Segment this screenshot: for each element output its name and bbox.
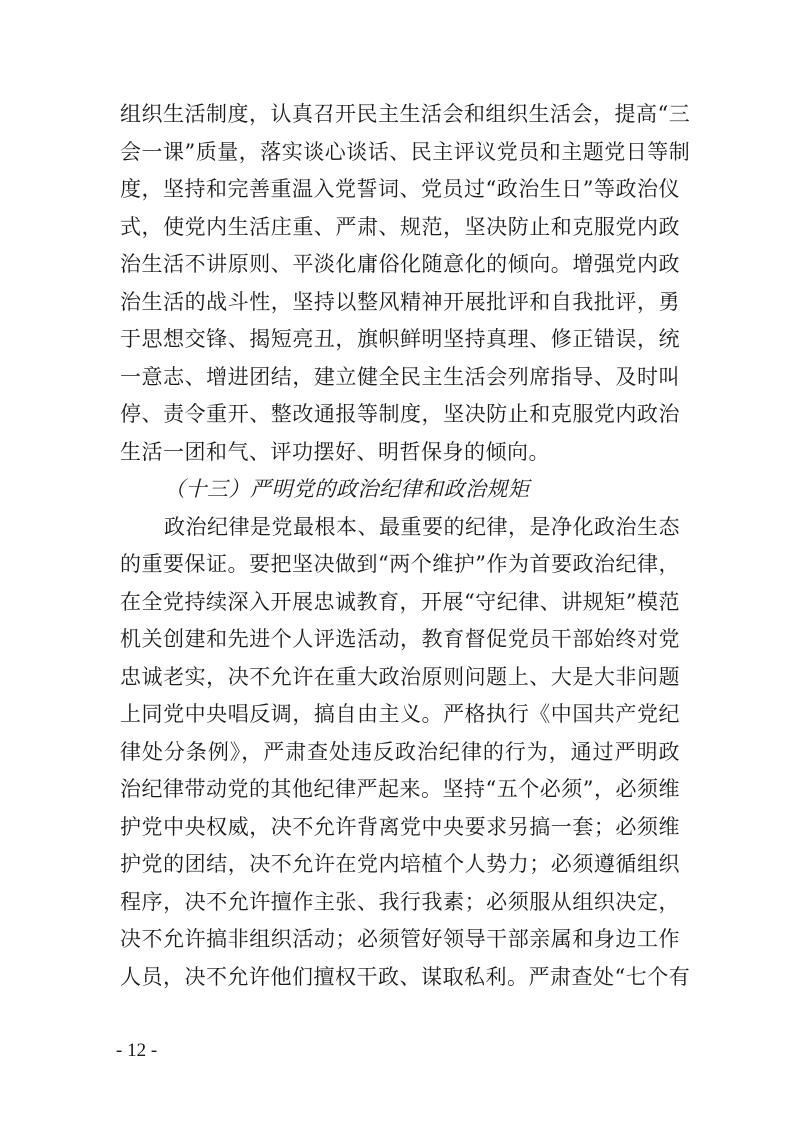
document-body xyxy=(120,96,691,996)
paragraph-line: 护党中央权威，决不允许背离党中央要求另搞一套；必须维 xyxy=(120,814,680,839)
paragraph-line: 一意志、增进团结，建立健全民主生活会列席指导、及时叫 xyxy=(120,364,680,389)
paragraph-line: 生活一团和气、评功摆好、明哲保身的倾向。 xyxy=(120,439,550,464)
paragraph-line: 治生活不讲原则、平淡化庸俗化随意化的倾向。增强党内政 xyxy=(120,252,680,276)
paragraph-line: 治纪律带动党的其他纪律严起来。坚持“五个必须”，必须维 xyxy=(120,777,680,801)
paragraph-line: 忠诚老实，决不允许在重大政治原则问题上、大是大非问题 xyxy=(120,664,680,689)
paragraph-line: 律处分条例》，严肃查处违反政治纪律的行为，通过严明政 xyxy=(120,739,680,764)
paragraph-line: 程序，决不允许擅作主张、我行我素；必须服从组织决定， xyxy=(120,889,680,914)
paragraph-line: 治生活的战斗性，坚持以整风精神开展批评和自我批评，勇 xyxy=(120,289,680,314)
paragraph-line: 于思想交锋、揭短亮丑，旗帜鲜明坚持真理、修正错误，统 xyxy=(120,327,680,351)
paragraph-line: 组织生活制度，认真召开民主生活会和组织生活会，提高“三 xyxy=(120,102,691,126)
paragraph-line: 决不允许搞非组织活动；必须管好领导干部亲属和身边工作 xyxy=(120,927,680,951)
page-number: - 12 - xyxy=(116,1040,158,1061)
paragraph-line: 机关创建和先进个人评选活动，教育督促党员干部始终对党 xyxy=(120,627,680,651)
paragraph-line: 的重要保证。要把坚决做到“两个维护”作为首要政治纪律， xyxy=(120,552,680,576)
paragraph-line: 人员，决不允许他们擅权干政、谋取私利。严肃查处“七个有 xyxy=(120,964,691,989)
section-heading: （十三）严明党的政治纪律和政治规矩 xyxy=(164,477,530,501)
paragraph-line: 护党的团结，决不允许在党内培植个人势力；必须遵循组织 xyxy=(120,852,680,876)
paragraph-line: 度，坚持和完善重温入党誓词、党员过“政治生日”等政治仪 xyxy=(120,177,680,201)
paragraph-line: 会一课”质量，落实谈心谈话、民主评议党员和主题党日等制 xyxy=(120,139,691,164)
paragraph-line: 式，使党内生活庄重、严肃、规范，坚决防止和克服党内政 xyxy=(120,214,680,239)
paragraph-line: 上同党中央唱反调，搞自由主义。严格执行《中国共产党纪 xyxy=(120,702,680,726)
paragraph-line: 政治纪律是党最根本、最重要的纪律，是净化政治生态 xyxy=(164,514,680,539)
paragraph-line: 在全党持续深入开展忠诚教育，开展“守纪律、讲规矩”模范 xyxy=(120,589,680,614)
paragraph-line: 停、责令重开、整改通报等制度，坚决防止和克服党内政治 xyxy=(120,402,680,426)
paragraph-2 xyxy=(120,509,691,997)
paragraph-1 xyxy=(120,96,691,471)
